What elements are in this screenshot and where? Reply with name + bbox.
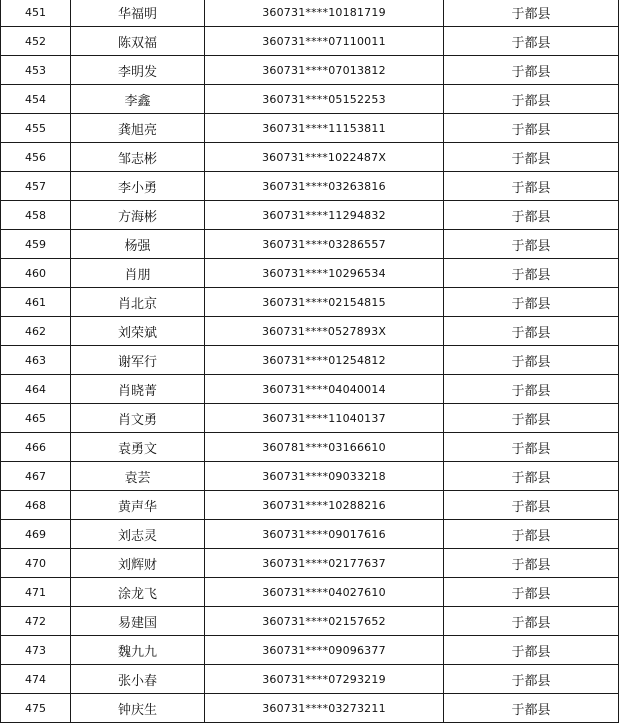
table-row <box>1 143 619 172</box>
table-row <box>1 462 619 491</box>
row-number-cell: 457 <box>1 172 71 201</box>
county-cell: 于都县 <box>444 27 619 56</box>
row-number-cell: 469 <box>1 520 71 549</box>
table-row <box>1 317 619 346</box>
county-cell: 于都县 <box>444 114 619 143</box>
id-number-cell: 360731****03286557 <box>205 230 444 259</box>
name-cell: 刘志灵 <box>71 520 205 549</box>
id-number-cell: 360731****02154815 <box>205 288 444 317</box>
row-number-cell: 456 <box>1 143 71 172</box>
row-number-cell: 453 <box>1 56 71 85</box>
county-cell: 于都县 <box>444 143 619 172</box>
name-cell: 刘辉财 <box>71 549 205 578</box>
row-number-cell: 465 <box>1 404 71 433</box>
table-row <box>1 607 619 636</box>
name-cell: 肖朋 <box>71 259 205 288</box>
table-row <box>1 288 619 317</box>
row-number-cell: 459 <box>1 230 71 259</box>
id-number-cell: 360731****02157652 <box>205 607 444 636</box>
id-number-cell: 360731****09017616 <box>205 520 444 549</box>
table-row <box>1 433 619 462</box>
row-number-cell: 461 <box>1 288 71 317</box>
id-number-cell: 360731****09033218 <box>205 462 444 491</box>
table-row <box>1 375 619 404</box>
name-cell: 袁勇文 <box>71 433 205 462</box>
table-row <box>1 114 619 143</box>
id-number-cell: 360731****07013812 <box>205 56 444 85</box>
id-number-cell: 360731****11153811 <box>205 114 444 143</box>
name-cell: 邹志彬 <box>71 143 205 172</box>
id-number-cell: 360731****1022487X <box>205 143 444 172</box>
table-row <box>1 85 619 114</box>
row-number-cell: 472 <box>1 607 71 636</box>
id-number-cell: 360731****03263816 <box>205 172 444 201</box>
row-number-cell: 451 <box>1 0 71 27</box>
name-cell: 谢军行 <box>71 346 205 375</box>
id-number-cell: 360731****11294832 <box>205 201 444 230</box>
id-number-cell: 360731****10181719 <box>205 0 444 27</box>
row-number-cell: 470 <box>1 549 71 578</box>
row-number-cell: 474 <box>1 665 71 694</box>
name-cell: 华福明 <box>71 0 205 27</box>
row-number-cell: 458 <box>1 201 71 230</box>
name-cell: 刘荣斌 <box>71 317 205 346</box>
table-row <box>1 0 619 27</box>
row-number-cell: 467 <box>1 462 71 491</box>
county-cell: 于都县 <box>444 520 619 549</box>
id-number-cell: 360731****11040137 <box>205 404 444 433</box>
county-cell: 于都县 <box>444 346 619 375</box>
name-cell: 陈双福 <box>71 27 205 56</box>
county-cell: 于都县 <box>444 694 619 723</box>
name-cell: 李小勇 <box>71 172 205 201</box>
table-row <box>1 665 619 694</box>
table-row <box>1 201 619 230</box>
table-body <box>1 0 619 723</box>
name-cell: 易建国 <box>71 607 205 636</box>
name-cell: 肖北京 <box>71 288 205 317</box>
table-row <box>1 172 619 201</box>
id-number-cell: 360731****04040014 <box>205 375 444 404</box>
name-cell: 张小春 <box>71 665 205 694</box>
id-number-cell: 360731****05152253 <box>205 85 444 114</box>
county-cell: 于都县 <box>444 288 619 317</box>
row-number-cell: 471 <box>1 578 71 607</box>
table-row <box>1 27 619 56</box>
table-row <box>1 549 619 578</box>
county-cell: 于都县 <box>444 549 619 578</box>
county-cell: 于都县 <box>444 85 619 114</box>
row-number-cell: 462 <box>1 317 71 346</box>
row-number-cell: 454 <box>1 85 71 114</box>
id-number-cell: 360731****01254812 <box>205 346 444 375</box>
name-cell: 肖文勇 <box>71 404 205 433</box>
table-row <box>1 491 619 520</box>
name-cell: 袁芸 <box>71 462 205 491</box>
county-cell: 于都县 <box>444 578 619 607</box>
name-cell: 肖晓菁 <box>71 375 205 404</box>
name-cell: 黄声华 <box>71 491 205 520</box>
county-cell: 于都县 <box>444 636 619 665</box>
name-cell: 李明发 <box>71 56 205 85</box>
table-row <box>1 56 619 85</box>
county-cell: 于都县 <box>444 607 619 636</box>
row-number-cell: 466 <box>1 433 71 462</box>
table-row <box>1 404 619 433</box>
id-number-cell: 360731****03273211 <box>205 694 444 723</box>
county-cell: 于都县 <box>444 230 619 259</box>
row-number-cell: 475 <box>1 694 71 723</box>
name-cell: 杨强 <box>71 230 205 259</box>
county-cell: 于都县 <box>444 201 619 230</box>
county-cell: 于都县 <box>444 0 619 27</box>
name-cell: 龚旭亮 <box>71 114 205 143</box>
id-number-cell: 360731****10288216 <box>205 491 444 520</box>
id-number-cell: 360731****0527893X <box>205 317 444 346</box>
county-cell: 于都县 <box>444 404 619 433</box>
id-number-cell: 360731****07293219 <box>205 665 444 694</box>
id-number-cell: 360731****09096377 <box>205 636 444 665</box>
id-number-cell: 360731****10296534 <box>205 259 444 288</box>
name-cell: 魏九九 <box>71 636 205 665</box>
county-cell: 于都县 <box>444 491 619 520</box>
row-number-cell: 468 <box>1 491 71 520</box>
county-cell: 于都县 <box>444 56 619 85</box>
name-cell: 钟庆生 <box>71 694 205 723</box>
county-cell: 于都县 <box>444 172 619 201</box>
row-number-cell: 463 <box>1 346 71 375</box>
county-cell: 于都县 <box>444 665 619 694</box>
name-cell: 涂龙飞 <box>71 578 205 607</box>
table-row <box>1 346 619 375</box>
name-cell: 李鑫 <box>71 85 205 114</box>
row-number-cell: 452 <box>1 27 71 56</box>
county-cell: 于都县 <box>444 462 619 491</box>
row-number-cell: 464 <box>1 375 71 404</box>
row-number-cell: 455 <box>1 114 71 143</box>
table-row <box>1 578 619 607</box>
table-row <box>1 520 619 549</box>
table-row <box>1 259 619 288</box>
name-cell: 方海彬 <box>71 201 205 230</box>
row-number-cell: 460 <box>1 259 71 288</box>
table-row <box>1 230 619 259</box>
table-row <box>1 694 619 723</box>
id-number-cell: 360781****03166610 <box>205 433 444 462</box>
county-cell: 于都县 <box>444 259 619 288</box>
county-cell: 于都县 <box>444 375 619 404</box>
row-number-cell: 473 <box>1 636 71 665</box>
county-cell: 于都县 <box>444 317 619 346</box>
id-number-cell: 360731****07110011 <box>205 27 444 56</box>
county-cell: 于都县 <box>444 433 619 462</box>
id-number-cell: 360731****04027610 <box>205 578 444 607</box>
table-row <box>1 636 619 665</box>
id-number-cell: 360731****02177637 <box>205 549 444 578</box>
